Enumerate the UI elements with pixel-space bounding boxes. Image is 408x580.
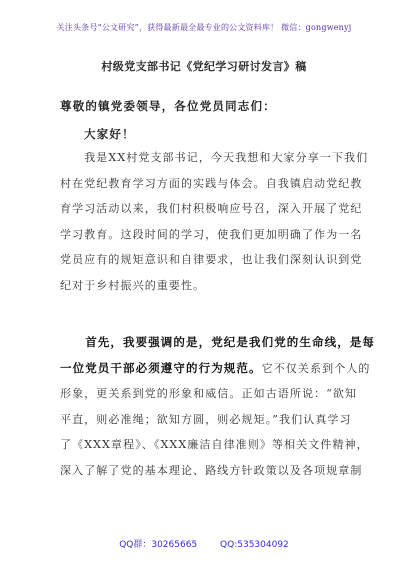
- header-banner: 关注头条号“公文研究”，获得最新最全最专业的公文资料库！ 微信：gongwenyj: [56, 23, 352, 32]
- paragraph-line: 纪对于乡村振兴的重要性。: [60, 278, 206, 292]
- footer-qq-group: QQ群：30265665: [119, 540, 198, 550]
- paragraph-line: 我是XX村党支部书记，今天我想和大家分享一下我们: [60, 151, 369, 164]
- footer-contact: [0, 537, 408, 550]
- salutation: 尊敬的镇党委领导，各位党员同志们：: [60, 99, 276, 113]
- paragraph-line: 党员应有的规矩意识和自律要求，也让我们深刻认识到党: [60, 253, 363, 267]
- paragraph-bold-line: 首先，我要强调的是，党纪是我们党的生命线，是每: [60, 335, 375, 349]
- paragraph-line: 学习教育。这段时间的学习，使我们更加明确了作为一名: [60, 227, 363, 241]
- paragraph-line: 育学习活动以来，我们村积极响应号召，深入开展了党纪: [60, 202, 363, 216]
- paragraph-line: 平直，则必准绳；欲知方圆，则必规矩。”我们认真学习: [60, 412, 352, 426]
- paragraph-line: 形象，更关系到党的形象和威信。正如古语所说：“欲知: [60, 387, 358, 401]
- paragraph-text: 它不仅关系到个人的: [261, 361, 371, 375]
- paragraph-2: [60, 330, 375, 484]
- paragraph-1: [60, 145, 369, 299]
- paragraph-line: 了《XXX章程》、《XXX廉洁自律准则》等相关文件精神，: [60, 438, 369, 452]
- paragraph-line: 村在党纪教育学习方面的实践与体会。自我镇启动党纪教: [60, 176, 363, 190]
- paragraph-bold-text: 一位党员干部必须遵守的行为规范。: [60, 360, 262, 375]
- paragraph-mixed-line: [60, 356, 371, 382]
- document-title: 村级党支部书记《党纪学习研讨发言》稿: [101, 60, 307, 73]
- footer-qq-number: QQ:535304092: [220, 540, 289, 550]
- paragraph-line: 深入了解了党的基本理论、路线方针政策以及各项规章制: [60, 463, 363, 477]
- greeting: 大家好！: [84, 127, 135, 141]
